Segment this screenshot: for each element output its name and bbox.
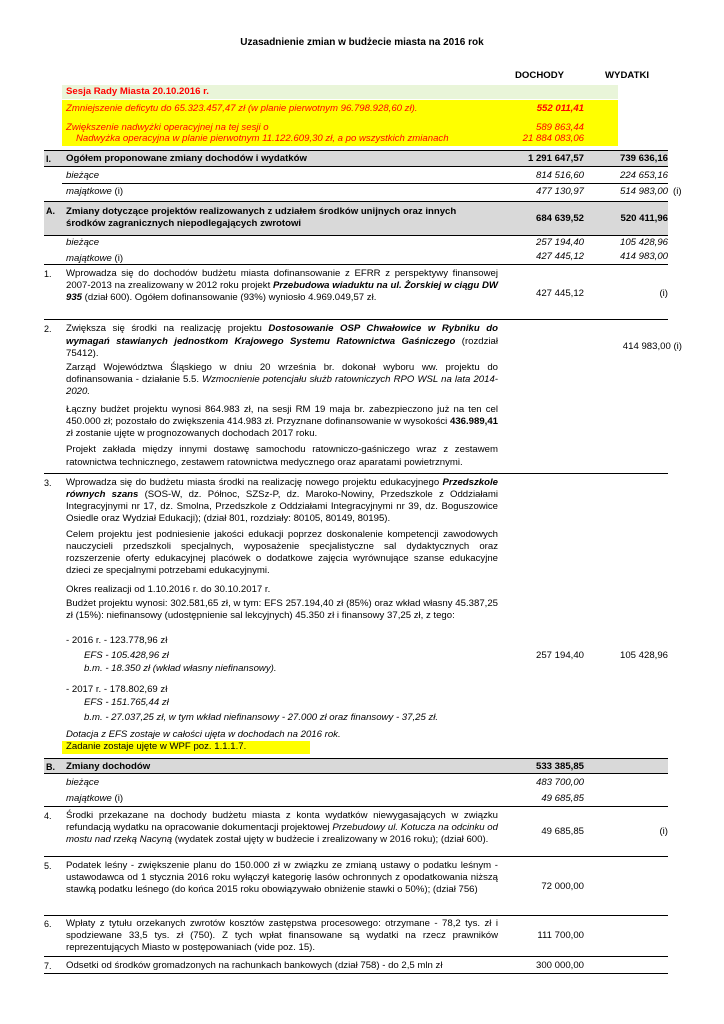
surplus-label-1: Zwiększenie nadwyżki operacyjnej na tej sesji o <box>66 122 269 133</box>
section-i-majatkowe-text: majątkowe <box>66 186 112 197</box>
section-a-label: Zmiany dotyczące projektów realizowanych z udziałem środków unijnych oraz innych środków zagranicznych niepodlegających zwrotowi <box>66 206 457 229</box>
item-3-dochody: 257 194,40 <box>535 650 584 661</box>
section-a-wydatki: 520 411,96 <box>620 213 668 224</box>
section-b-majatkowe-dochody: 49 685,85 <box>541 793 584 804</box>
item-4-marker: (i) <box>659 826 668 837</box>
session-label: Sesja Rady Miasta 20.10.2016 r. <box>66 86 209 97</box>
item-4-number: 4. <box>44 811 52 821</box>
item-3-paragraph-6: Zadanie zostaje ujęte w WPF poz. 1.1.1.7. <box>66 741 247 752</box>
item-6-text: Wpłaty z tytułu orzekanych zwrotów kosztów zastępstwa procesowego: otrzymane - 78,2 tys. zł i spodziewane 33,5 tys. zł (750). Z tych wpłat finansowane są wydatki na rzecz prawników reprezentujących Miasto w postępowaniach (vide poz. 15). <box>66 918 498 953</box>
section-i-number: I. <box>46 154 52 164</box>
section-i-biezace-dochody: 814 516,60 <box>535 170 584 181</box>
item-1-text-c: (dział 600). Ogółem dofinansowanie (93%) wyniosło 4.969.049,57 zł. <box>82 292 377 303</box>
surplus-value-1: 589 863,44 <box>535 122 584 133</box>
section-i-biezace-wydatki: 224 653,16 <box>619 170 668 181</box>
section-i-majatkowe-label <box>66 186 123 198</box>
surplus-value-2: 21 884 083,06 <box>522 133 584 144</box>
divider <box>44 473 668 474</box>
item-3-paragraph-4: Budżet projektu wynosi: 302.581,65 zł, w tym: EFS 257.194,40 zł (85%) oraz wkład własny 45.387,25 zł (15%): niefinansowy (udostępnienie sal lekcyjnych) 45.350 zł i finansowy 37,25 zł, z tego: <box>66 598 498 621</box>
item-4-text-c: (wydatek został ujęty w budżecie i zrealizowany w 2016 roku); (dział 600). <box>172 834 489 845</box>
item-7-number: 7. <box>44 961 52 971</box>
section-a-dochody: 684 639,52 <box>535 213 584 224</box>
page-title: Uzasadnienie zmian w budżecie miasta na 2016 rok <box>240 37 484 48</box>
section-b-biezace-label: bieżące <box>66 777 100 788</box>
item-2-wydatki: 414 983,00 (i) <box>622 341 682 352</box>
item-3-number: 3. <box>44 478 52 488</box>
item-3-wydatki: 105 428,96 <box>619 650 668 661</box>
section-b-number: B. <box>46 762 55 772</box>
item-1-number: 1. <box>44 269 52 279</box>
item-3-2016-bm: b.m. - 18.350 zł (wkład własny niefinansowy). <box>84 663 277 674</box>
section-a-majatkowe-dochody: 427 445,12 <box>535 251 584 262</box>
section-b-majatkowe-suffix: (i) <box>114 793 124 804</box>
divider <box>44 956 668 957</box>
section-i-majatkowe-dochody: 477 130,97 <box>535 186 584 197</box>
section-a-majatkowe-text: majątkowe <box>66 253 112 264</box>
item-1-dochody: 427 445,12 <box>535 288 584 299</box>
divider <box>44 856 668 857</box>
item-3-2016-efs: EFS - 105.428,96 zł <box>84 650 169 661</box>
item-7-text: Odsetki od środków gromadzonych na rachunkach bankowych (dział 758) - do 2,5 mln zł <box>66 960 443 971</box>
item-3-paragraph-3: Okres realizacji od 1.10.2016 r. do 30.10.2017 r. <box>66 584 271 595</box>
item-5-dochody: 72 000,00 <box>541 881 584 892</box>
item-2-text-c: (rozdział 75412). <box>66 335 499 360</box>
item-2-number: 2. <box>44 324 52 334</box>
section-a-number: A. <box>46 206 55 216</box>
divider <box>44 806 668 807</box>
divider <box>44 264 668 265</box>
item-2-paragraph-1 <box>66 323 498 361</box>
divider <box>44 915 668 916</box>
divider <box>44 166 668 167</box>
deficit-label: Zmniejszenie deficytu do 65.323.457,47 zł (w planie pierwotnym 96.798.928,60 zł). <box>66 103 418 114</box>
divider <box>44 235 668 236</box>
item-2-p2-b: Wzmocnienie potencjału służb ratowniczych RPO WSL na lata 2014-2020. <box>66 374 498 397</box>
item-2-paragraph-2 <box>66 362 498 398</box>
section-b-majatkowe-text: majątkowe <box>66 793 112 804</box>
item-2-p2-a: Zarząd Województwa Śląskiego w dniu 20 września br. dokonał wyboru ww. projektu do dofinansowania - działanie 5.5. <box>66 362 498 385</box>
item-2-text-a: Zwiększa się środki na realizację projektu <box>66 323 269 334</box>
divider <box>44 319 668 320</box>
section-a-biezace-dochody: 257 194,40 <box>535 237 584 248</box>
section-a-majatkowe-suffix: (i) <box>114 253 124 264</box>
item-2-p3-c: zł zostanie ujęte w prognozowanych dochodach 2017 roku. <box>66 428 318 439</box>
item-6-dochody: 111 700,00 <box>537 930 584 941</box>
item-3-paragraph-1 <box>66 477 498 525</box>
item-2-paragraph-3 <box>66 404 498 440</box>
item-3-2016: - 2016 r. - 123.778,96 zł <box>66 635 168 646</box>
item-4-text <box>66 810 498 846</box>
section-i-marker: (i) <box>673 186 682 197</box>
item-3-2017-efs: EFS - 151.765,44 zł <box>84 697 169 708</box>
divider <box>44 773 668 774</box>
section-i-biezace-label: bieżące <box>66 170 100 181</box>
section-i-majatkowe-wydatki: 514 983,00 <box>619 186 668 197</box>
item-3-p1-a: Wprowadza się do budżetu miasta środki na realizację nowego projektu edukacyjnego <box>66 477 443 488</box>
item-4-dochody: 49 685,85 <box>541 826 584 837</box>
item-1-marker: (i) <box>659 288 668 299</box>
surplus-label-2: Nadwyżka operacyjna w planie pierwotnym 11.122.609,30 zł, a po wszystkich zmianach <box>76 133 449 144</box>
item-2-p3-b: 436.989,41 <box>449 416 498 427</box>
section-i-wydatki: 739 636,16 <box>619 153 668 164</box>
section-b-biezace-dochody: 483 700,00 <box>535 777 584 788</box>
item-1-text-a: Wprowadza się do dochodów budżetu miasta dofinansowanie z EFRR z perspektywy finansowej 2007-2013 na zrealizowany w 2012 roku projekt <box>66 268 498 291</box>
item-5-number: 5. <box>44 861 52 871</box>
section-a-majatkowe-wydatki: 414 983,00 <box>619 251 668 262</box>
section-i-dochody: 1 291 647,57 <box>527 153 584 164</box>
item-6-number: 6. <box>44 919 52 929</box>
item-4-project-name: Przebudowy ul. Kotucza na odcinku od mostu nad rzeką Nacyną <box>66 822 498 845</box>
deficit-value: 552 011,41 <box>536 103 584 114</box>
item-3-p1-c: (SOS-W, dz. Północ, SZSz-P, dz. Maroko-Nowiny, Przedszkole z Oddziałami Integracyjnymi nr 17, dz. Smolna, Przedszkole z Oddziałami Integracyjnymi nr 39, dz. Boguszowice Osiedle oraz Wydział Edukacji); (dział 801, rozdziały: 80105, 80149, 80195). <box>66 489 498 524</box>
item-3-paragraph-2: Celem projektu jest podniesienie jakości edukacji poprzez doskonalenie kompetencji zawodowych nauczycieli przedszkoli specjalnych, wyposażenie specjalistyczne sal dydaktycznych oraz rozszerzenie oferty edukacyjnej placówek o dodatkowe zajęcia wyrównujące szanse edukacyjne dzieci ze specjalnymi potrzebami edukacyjnymi. <box>66 529 498 576</box>
section-i-majatkowe-suffix: (i) <box>114 186 124 197</box>
item-3-2017-bm: b.m. - 27.037,25 zł, w tym wkład niefinansowy - 27.000 zł oraz finansowy - 37,25 zł. <box>84 712 439 723</box>
item-2-project-name: Dostosowanie OSP Chwałowice w Rybniku do wymagań stawianych jednostkom Krajowego Systemu Ratownictwa Gaśniczego <box>66 323 498 347</box>
section-b-label: Zmiany dochodów <box>66 761 151 772</box>
section-b-majatkowe-label <box>66 793 123 805</box>
item-1-project-name: Przebudowa wiaduktu na ul. Żorskiej w ciągu DW 935 <box>66 280 498 303</box>
column-header-dochody: DOCHODY <box>515 70 565 81</box>
item-5-text: Podatek leśny - zwiększenie planu do 150.000 zł w związku ze zmianą ustawy o podatku leśnym - ustawodawca od 1 stycznia 2016 roku wyłączył kategorię lasów ochronnych z opodatkowania niższą stawką podatku leśnego (do końca 2015 roku obowiązywało obniżenie stawki o 50%); (dział 756) <box>66 860 498 895</box>
item-3-project-name: Przedszkole równych szans <box>66 477 498 500</box>
item-3-paragraph-5: Dotacja z EFS zostaje w całości ujęta w dochodach na 2016 rok. <box>66 729 341 740</box>
item-2-paragraph-4: Projekt zakłada między innymi dostawę samochodu ratowniczo-gaśniczego wraz z zestawem ratownictwa technicznego, zestawem ratownictwa medycznego oraz aparatami powietrznymi. <box>66 444 498 468</box>
section-i-label: Ogółem proponowane zmiany dochodów i wydatków <box>66 153 307 164</box>
section-a-biezace-label: bieżące <box>66 237 100 248</box>
item-7-dochody: 300 000,00 <box>535 960 584 971</box>
divider <box>62 183 668 184</box>
section-a-biezace-wydatki: 105 428,96 <box>619 237 668 248</box>
item-2-p3-a: Łączny budżet projektu wynosi 864.983 zł, na sesji RM 19 maja br. zabezpieczono już na ten cel 450.000 zł; pozostało do zwiększenia 414.983 zł. Przyznane dofinansowanie w wysokości <box>66 404 498 427</box>
section-b-dochody: 533 385,85 <box>535 761 584 772</box>
item-4-text-a: Środki przekazane na dochody budżetu miasta z konta wydatków niewygasających w związku refundacją wydatku na opracowanie dokumentacji projektowej <box>66 810 498 833</box>
item-3-2017: - 2017 r. - 178.802,69 zł <box>66 684 168 695</box>
item-1-text <box>66 268 498 304</box>
divider <box>44 973 668 974</box>
column-header-wydatki: WYDATKI <box>605 70 650 81</box>
